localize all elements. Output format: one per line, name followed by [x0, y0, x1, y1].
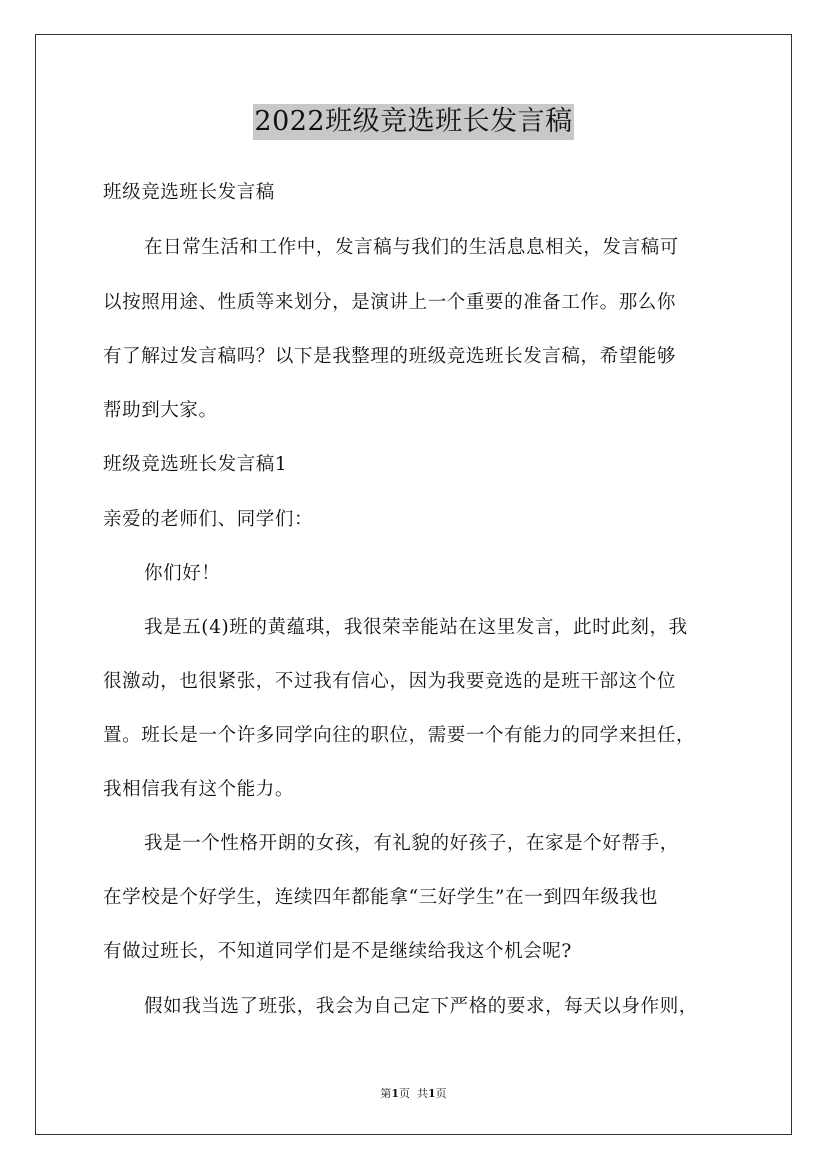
footer-label: 第	[380, 1087, 392, 1100]
document-title: 2022班级竞选班长发言稿	[253, 104, 573, 140]
greeting: 你们好！	[144, 563, 221, 584]
salutation: 亲爱的老师们、同学们：	[103, 509, 314, 530]
paragraph-line: 我是五(4)班的黄蕴琪，我很荣幸能站在这里发言，此时此刻，我	[144, 617, 688, 638]
paragraph-line: 以按照用途、性质等来划分，是演讲上一个重要的准备工作。那么你	[103, 292, 677, 313]
section-heading: 班级竞选班长发言稿	[103, 182, 275, 203]
page-footer	[0, 1085, 827, 1101]
total-pages: 1	[428, 1087, 436, 1100]
paragraph-line: 有了解过发言稿吗？以下是我整理的班级竞选班长发言稿，希望能够	[103, 346, 677, 367]
paragraph-line: 很激动，也很紧张，不过我有信心，因为我要竞选的是班干部这个位	[103, 671, 677, 692]
paragraph-line: 置。班长是一个许多同学向往的职位，需要一个有能力的同学来担任，	[103, 725, 696, 746]
paragraph-line: 我相信我有这个能力。	[103, 779, 295, 800]
paragraph-line: 假如我当选了班张，我会为自己定下严格的要求，每天以身作则，	[144, 996, 698, 1017]
paragraph-line: 帮助到大家。	[103, 400, 218, 421]
footer-label: 页	[435, 1087, 447, 1100]
page-number: 1	[391, 1087, 399, 1100]
title-container	[0, 104, 827, 140]
footer-label: 页 共	[399, 1087, 428, 1100]
paragraph-line: 有做过班长，不知道同学们是不是继续给我这个机会呢?	[103, 941, 572, 962]
paragraph-line: 在学校是个好学生，连续四年都能拿“三好学生”在一到四年级我也	[103, 887, 658, 908]
paragraph-line: 我是一个性格开朗的女孩，有礼貌的好孩子，在家是个好帮手，	[144, 833, 679, 854]
section-heading: 班级竞选班长发言稿1	[103, 454, 288, 475]
paragraph-line: 在日常生活和工作中，发言稿与我们的生活息息相关，发言稿可	[144, 237, 679, 258]
